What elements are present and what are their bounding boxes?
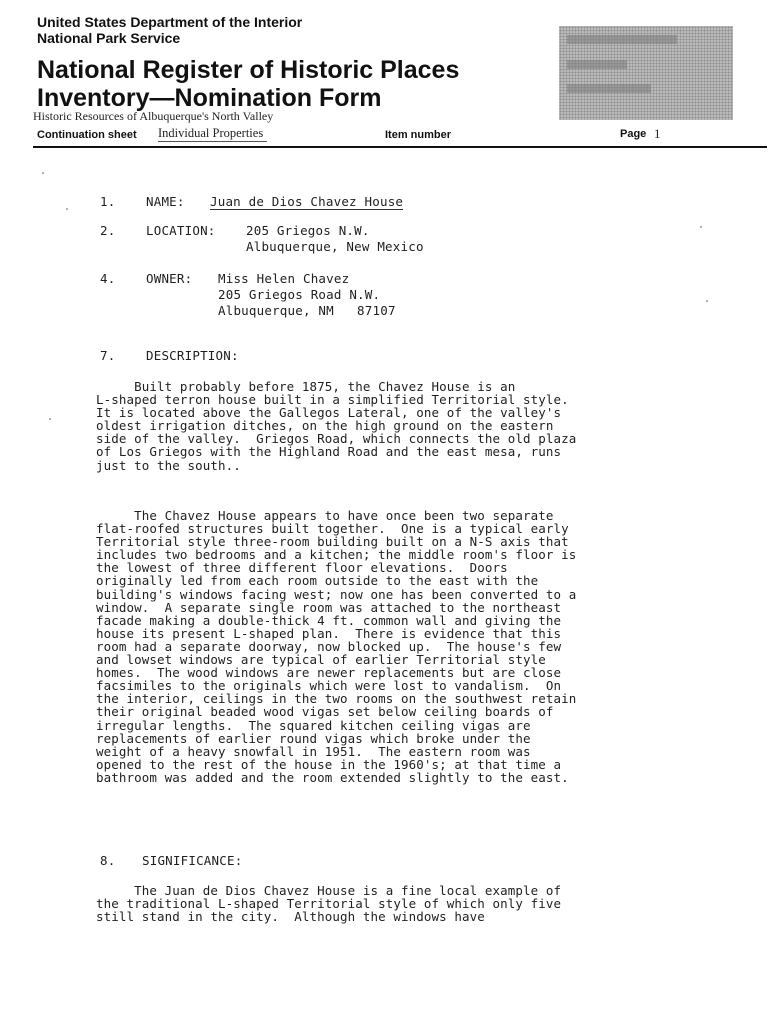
- continuation-sheet-label: Continuation sheet: [37, 129, 137, 141]
- description-number: 7.: [100, 348, 116, 363]
- form-title: [37, 56, 459, 112]
- page-label: Page: [620, 128, 647, 140]
- significance-label: SIGNIFICANCE:: [142, 853, 243, 868]
- name-number: 1.: [100, 194, 116, 209]
- item-number-label: Item number: [385, 129, 452, 141]
- text-line: room had a separate doorway, now blocked up. The house's few: [96, 638, 562, 654]
- office-use-stamp: [559, 26, 733, 120]
- location-number: 2.: [100, 223, 116, 238]
- agency-service: National Park Service: [37, 30, 181, 46]
- text-line: Territorial style three-room building built on a N-S axis that: [96, 534, 569, 550]
- text-line: house its present L-shaped plan. There is evidence that this: [96, 625, 562, 641]
- significance-paragraph-1: [96, 884, 561, 923]
- text-line: oldest irrigation ditches, on the high ground on the eastern: [96, 418, 554, 434]
- property-name: Juan de Dios Chavez House: [210, 194, 404, 209]
- text-line: building's windows facing west; now one has been converted to a: [96, 586, 577, 602]
- text-line: The Juan de Dios Chavez House is a fine local example of: [96, 883, 562, 898]
- owner-line-3: Albuquerque, NM 87107: [218, 303, 396, 318]
- text-line: The Chavez House appears to have once been two separate: [96, 508, 554, 523]
- text-line: still stand in the city. Although the windows have: [96, 909, 485, 925]
- text-line: of Los Griegos with the Highland Road and the east mesa, runs: [96, 444, 562, 460]
- text-line: window. A separate single room was attached to the northeast: [96, 599, 562, 615]
- text-line: L-shaped terron house built in a simplified Territorial style.: [96, 392, 569, 408]
- text-line: originally led from each room outside to the east with the: [96, 573, 539, 589]
- text-line: replacements of earlier round vigas which broke under the: [96, 730, 531, 746]
- form-subtitle: Historic Resources of Albuquerque's North Valley: [33, 109, 274, 123]
- owner-number: 4.: [100, 271, 116, 286]
- text-line: flat-roofed structures built together. One is a typical early: [96, 521, 569, 537]
- text-line: their original beaded wood vigas set below ceiling boards of: [96, 704, 554, 720]
- form-title-line2: Inventory—Nomination Form: [37, 84, 382, 112]
- text-line: weight of a heavy snowfall in 1951. The eastern room was: [96, 743, 531, 759]
- text-line: the lowest of three different floor elevations. Doors: [96, 560, 508, 576]
- text-line: facsimiles to the originals which were lost to vandalism. On: [96, 678, 562, 694]
- text-line: homes. The wood windows are newer replacements but are close: [96, 665, 562, 681]
- text-line: just to the south..: [96, 457, 241, 473]
- page-number: 1: [654, 126, 661, 141]
- continuation-sheet-value: Individual Properties: [158, 126, 267, 142]
- owner-line-2: 205 Griegos Road N.W.: [218, 287, 381, 302]
- text-line: bathroom was added and the room extended slightly to the east.: [96, 769, 569, 785]
- text-line: and lowset windows are typical of earlier Territorial style: [96, 652, 546, 668]
- text-line: irregular lengths. The squared kitchen ceiling vigas are: [96, 717, 531, 733]
- location-label: LOCATION:: [146, 223, 216, 238]
- agency-block: [37, 14, 302, 46]
- description-paragraph-1: [96, 380, 576, 472]
- text-line: It is located above the Gallegos Lateral, one of the valley's: [96, 405, 562, 421]
- text-line: Built probably before 1875, the Chavez House is an: [96, 379, 516, 394]
- description-label: DESCRIPTION:: [146, 348, 239, 363]
- header-rule: [33, 146, 767, 148]
- name-label: NAME:: [146, 194, 185, 209]
- text-line: the interior, ceilings in the two rooms on the southwest retain: [96, 691, 577, 707]
- location-line-1: 205 Griegos N.W.: [246, 223, 370, 238]
- description-paragraph-2: [96, 509, 576, 784]
- location-line-2: Albuquerque, New Mexico: [246, 239, 424, 254]
- form-title-line1: National Register of Historic Places: [37, 56, 460, 84]
- owner-label: OWNER:: [146, 271, 193, 286]
- text-line: facade making a double-thick 4 ft. common wall and giving the: [96, 612, 562, 628]
- agency-name: United States Department of the Interior: [37, 14, 303, 30]
- text-line: the traditional L-shaped Territorial style of which only five: [96, 896, 562, 912]
- text-line: opened to the rest of the house in the 1960's; at that time a: [96, 756, 562, 772]
- text-line: includes two bedrooms and a kitchen; the middle room's floor is: [96, 547, 577, 563]
- significance-number: 8.: [100, 853, 116, 868]
- owner-line-1: Miss Helen Chavez: [218, 271, 350, 286]
- text-line: side of the valley. Griegos Road, which connects the old plaza: [96, 431, 577, 447]
